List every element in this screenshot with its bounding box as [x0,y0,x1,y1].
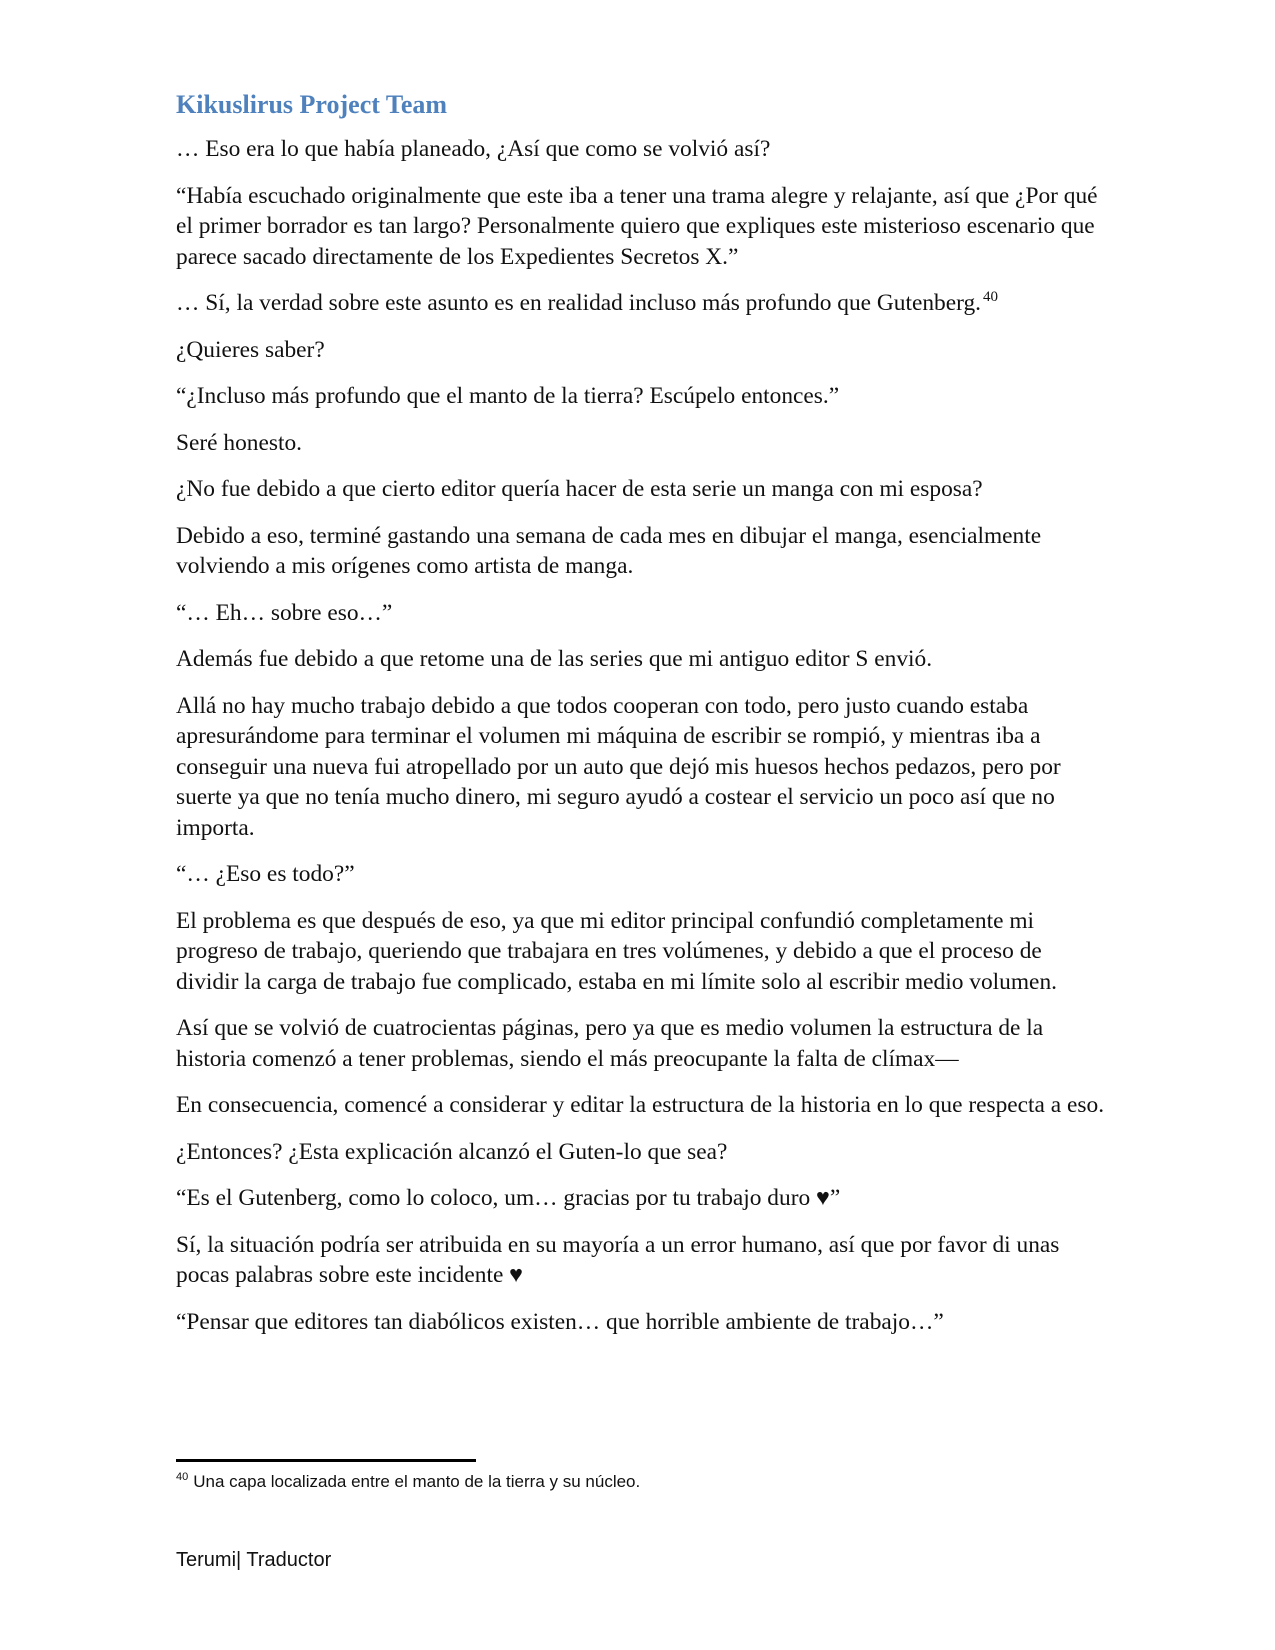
paragraph: … Eso era lo que había planeado, ¿Así que como se volvió así? [176,136,771,162]
paragraph-with-footnote [176,288,1106,319]
paragraph: “… ¿Eso es todo?” [176,861,355,887]
paragraph: “… Eh… sobre eso…” [176,599,393,626]
paragraph: ¿No fue debido a que cierto editor quería hacer de esta serie un manga con mi esposa? [176,476,983,502]
paragraph: El problema es que después de eso, ya que mi editor principal confundió completamente mi progreso de trabajo, queriendo que trabajara en tres volúmenes, y debido a que el proceso de dividir la carga de trabajo fue complicado, estaba en mi límite solo al escribir medio volumen. [176,907,1057,995]
footnote [176,1470,640,1494]
page-header-title: Kikuslirus Project Team [176,90,448,119]
paragraph-text: … Sí, la verdad sobre este asunto es en realidad incluso más profundo que Gutenberg. [176,290,982,316]
paragraph: “Es el Gutenberg, como lo coloco, um… gracias por tu trabajo duro ♥” [176,1185,841,1211]
page-footer: Terumi| Traductor [176,1549,332,1571]
paragraph: Así que se volvió de cuatrocientas páginas, pero ya que es medio volumen la estructura de la historia comenzó a tener problemas, siendo el más preocupante la falta de clímax— [176,1015,1044,1072]
paragraph: Sí, la situación podría ser atribuida en su mayoría a un error humano, así que por favor di unas pocas palabras sobre este incidente ♥ [176,1231,1060,1288]
paragraph: En consecuencia, comencé a considerar y editar la estructura de la historia en lo que respecta a eso. [176,1092,1105,1118]
paragraph: “Pensar que editores tan diabólicos existen… que horrible ambiente de trabajo…” [176,1308,944,1335]
paragraph: ¿Quieres saber? [176,336,325,363]
footnote-number: 40 [176,1471,189,1484]
paragraph: Debido a eso, terminé gastando una semana de cada mes en dibujar el manga, esencialmente volviendo a mis orígenes como artista de manga. [176,522,1042,579]
paragraph: Además fue debido a que retome una de las series que mi antiguo editor S envió. [176,646,933,672]
footnote-reference[interactable]: 40 [983,289,999,306]
paragraph: “¿Incluso más profundo que el manto de la tierra? Escúpelo entonces.” [176,383,840,409]
document-page [176,88,1106,1353]
paragraph: ¿Entonces? ¿Esta explicación alcanzó el Guten-lo que sea? [176,1138,728,1165]
footnote-separator [176,1459,476,1462]
footnote-text: Una capa localizada entre el manto de la tierra y su núcleo. [193,1472,641,1491]
paragraph: “Había escuchado originalmente que este iba a tener una trama alegre y relajante, así que ¿Por qué el primer borrador es tan largo? Personalmente quiero que expliques este misterioso escenario que parece sacado directamente de los Expedientes Secretos X.” [176,182,1098,270]
paragraph: Allá no hay mucho trabajo debido a que todos cooperan con todo, pero justo cuando estaba apresurándome para terminar el volumen mi máquina de escribir se rompió, y mientras iba a conseguir una nueva fui atropellado por un auto que dejó mis huesos hechos pedazos, pero por suerte ya que no tenía mucho dinero, mi seguro ayudó a costear el servicio un poco así que no importa. [176,692,1061,841]
paragraph: Seré honesto. [176,429,303,456]
